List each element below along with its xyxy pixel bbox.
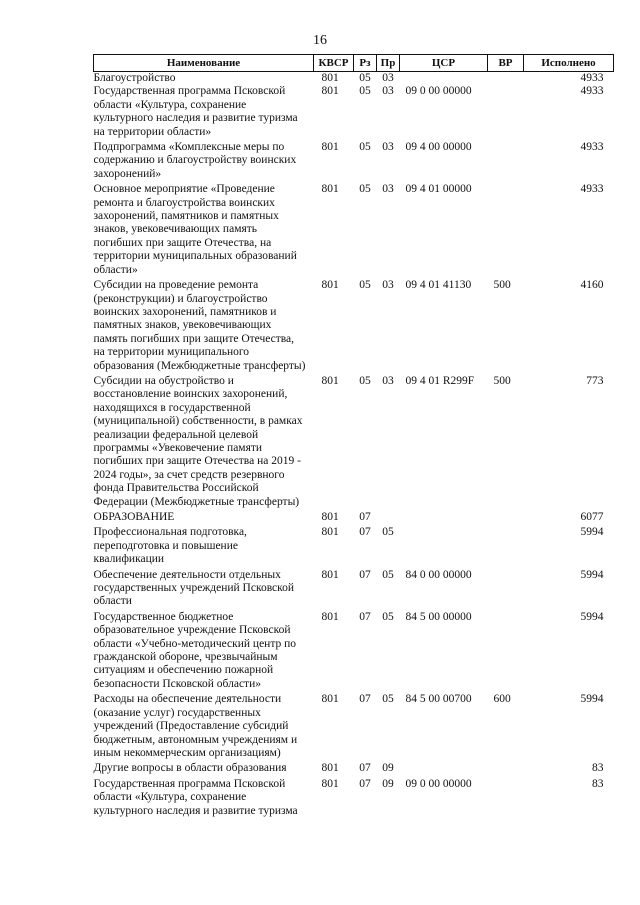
cell-rz: 07: [359, 511, 371, 523]
cell-pr: 09: [382, 762, 394, 775]
cell-rz: 07: [359, 610, 371, 623]
cell-vr: [488, 609, 524, 691]
cell-pr: 03: [382, 374, 394, 387]
cell-sum: 5994: [580, 568, 604, 581]
cell-pr: 03: [382, 72, 394, 84]
cell-rz: 05: [359, 183, 371, 196]
cell-kvsr: 801: [321, 374, 339, 387]
cell-kvsr: 801: [321, 693, 339, 706]
cell-sum: 4933: [580, 72, 604, 84]
cell-vr: 500: [493, 279, 511, 292]
table-row: [94, 691, 614, 760]
table-row: [94, 72, 614, 86]
cell-csr: 09 4 01 R299F: [405, 374, 475, 387]
cell-rz: 07: [359, 762, 371, 775]
cell-sum: 4933: [580, 183, 604, 196]
cell-csr: [400, 72, 488, 86]
table-header-row: [94, 55, 614, 72]
header-name: Наименование: [94, 55, 314, 72]
page-number: 16: [313, 33, 327, 48]
cell-kvsr: 801: [321, 72, 339, 84]
cell-vr: [488, 760, 524, 775]
cell-csr: 09 4 01 00000: [405, 183, 472, 196]
cell-name: Основное мероприятие «Проведение ремонта и благоустройства воинских захоронений, памятников и памятных знаков, увековечивающих память погибших при защите Отечества, на территории муниципальных образований области»: [93, 183, 297, 276]
cell-csr: 84 0 00 00000: [405, 568, 472, 581]
cell-pr: 05: [382, 568, 394, 581]
cell-csr: 84 5 00 00000: [405, 610, 472, 623]
cell-sum: 6077: [580, 511, 604, 523]
cell-name: Государственная программа Псковской области «Культура, сохранение культурного наследия и развитие туризма: [93, 777, 298, 817]
table-row: [94, 776, 614, 818]
cell-rz: 05: [359, 374, 371, 387]
cell-vr: [488, 139, 524, 181]
cell-rz: 05: [359, 85, 371, 98]
budget-execution-table: [93, 54, 614, 818]
cell-rz: 05: [359, 141, 371, 154]
cell-kvsr: 801: [321, 762, 339, 775]
cell-kvsr: 801: [321, 610, 339, 623]
cell-sum: 5994: [580, 526, 604, 539]
header-kvsr: КВСР: [314, 55, 354, 72]
cell-pr: 03: [382, 141, 394, 154]
cell-csr: 09 0 00 00000: [405, 777, 472, 790]
cell-csr: [400, 509, 488, 524]
cell-name: Обеспечение деятельности отдельных государственных учреждений Псковской области: [93, 568, 295, 608]
cell-vr: [488, 567, 524, 609]
cell-pr: 03: [382, 183, 394, 196]
header-sum: Исполнено: [524, 55, 614, 72]
cell-name: Субсидии на проведение ремонта (реконструкции) и благоустройство воинских захоронений, памятников и памятных знаков, увековечивающих память погибших при защите Отечества, на территории муниципального образования (Межбюджетные трансферты): [93, 279, 306, 372]
cell-pr: 05: [382, 610, 394, 623]
table-row: [94, 139, 614, 181]
cell-pr: 05: [382, 693, 394, 706]
cell-sum: 83: [592, 777, 604, 790]
table-row: [94, 609, 614, 691]
table-row: [94, 524, 614, 566]
cell-vr: 500: [493, 374, 511, 387]
cell-vr: [488, 72, 524, 86]
cell-sum: 4933: [580, 85, 604, 98]
header-rz: Рз: [354, 55, 377, 72]
cell-rz: 05: [359, 72, 371, 84]
cell-name: Другие вопросы в области образования: [93, 762, 287, 775]
header-vr: ВР: [488, 55, 524, 72]
cell-kvsr: 801: [321, 777, 339, 790]
cell-kvsr: 801: [321, 183, 339, 196]
cell-sum: 5994: [580, 693, 604, 706]
table-row: [94, 277, 614, 373]
table-body: [94, 72, 614, 818]
table-row: [94, 181, 614, 277]
cell-name: Подпрограмма «Комплексные меры по содержанию и благоустройству воинских захоронений»: [93, 141, 297, 180]
table-row: [94, 85, 614, 139]
header-csr: ЦСР: [400, 55, 488, 72]
cell-pr: 05: [382, 526, 394, 539]
cell-kvsr: 801: [321, 526, 339, 539]
header-pr: Пр: [377, 55, 400, 72]
cell-name: Государственная программа Псковской области «Культура, сохранение культурного наследия и развитие туризма на территории области»: [93, 85, 298, 138]
table-row: [94, 509, 614, 524]
cell-pr: 09: [382, 777, 394, 790]
cell-kvsr: 801: [321, 141, 339, 154]
table-row: [94, 567, 614, 609]
cell-vr: [488, 524, 524, 566]
cell-sum: 773: [586, 374, 604, 387]
cell-vr: [488, 509, 524, 524]
cell-sum: 4160: [580, 279, 604, 292]
cell-name: Профессиональная подготовка, переподготовка и повышение квалификации: [93, 526, 247, 566]
cell-pr: [377, 509, 400, 524]
cell-csr: 09 4 01 41130: [405, 279, 472, 292]
cell-kvsr: 801: [321, 568, 339, 581]
cell-pr: 03: [382, 85, 394, 98]
cell-name: ОБРАЗОВАНИЕ: [93, 511, 175, 523]
table-row: [94, 373, 614, 509]
cell-pr: 03: [382, 279, 394, 292]
cell-rz: 07: [359, 693, 371, 706]
cell-csr: [400, 524, 488, 566]
cell-name: Расходы на обеспечение деятельности (оказание услуг) государственных учреждений (Предоставление субсидий бюджетным, автономным учреждениям и иным некоммерческим организациям): [93, 693, 298, 759]
cell-sum: 83: [592, 762, 604, 775]
cell-kvsr: 801: [321, 511, 339, 523]
cell-name: Государственное бюджетное образовательное учреждение Псковской области «Учебно-методический центр по гражданской обороне, чрезвычайным ситуациям и обеспечению пожарной безопасности Псковской области»: [93, 610, 297, 690]
cell-rz: 07: [359, 568, 371, 581]
cell-rz: 07: [359, 526, 371, 539]
cell-csr: 09 0 00 00000: [405, 85, 472, 98]
cell-name: Благоустройство: [93, 72, 176, 84]
cell-rz: 05: [359, 279, 371, 292]
cell-kvsr: 801: [321, 85, 339, 98]
cell-csr: [400, 760, 488, 775]
cell-kvsr: 801: [321, 279, 339, 292]
cell-vr: [488, 85, 524, 139]
cell-sum: 4933: [580, 141, 604, 154]
cell-vr: [488, 181, 524, 277]
cell-rz: 07: [359, 777, 371, 790]
cell-vr: [488, 776, 524, 818]
table-row: [94, 760, 614, 775]
cell-csr: 84 5 00 00700: [405, 693, 472, 706]
cell-vr: 600: [493, 693, 511, 706]
cell-name: Субсидии на обустройство и восстановление воинских захоронений, находящихся в государственной (муниципальной) собственности, в рамках реализации федеральной целевой программы «Увековечение памяти погибших при защите Отечества на 2019 - 2024 годы», за счет средств резервного фонда Правительства Российской Федерации (Межбюджетные трансферты): [93, 374, 303, 508]
cell-sum: 5994: [580, 610, 604, 623]
cell-csr: 09 4 00 00000: [405, 141, 472, 154]
